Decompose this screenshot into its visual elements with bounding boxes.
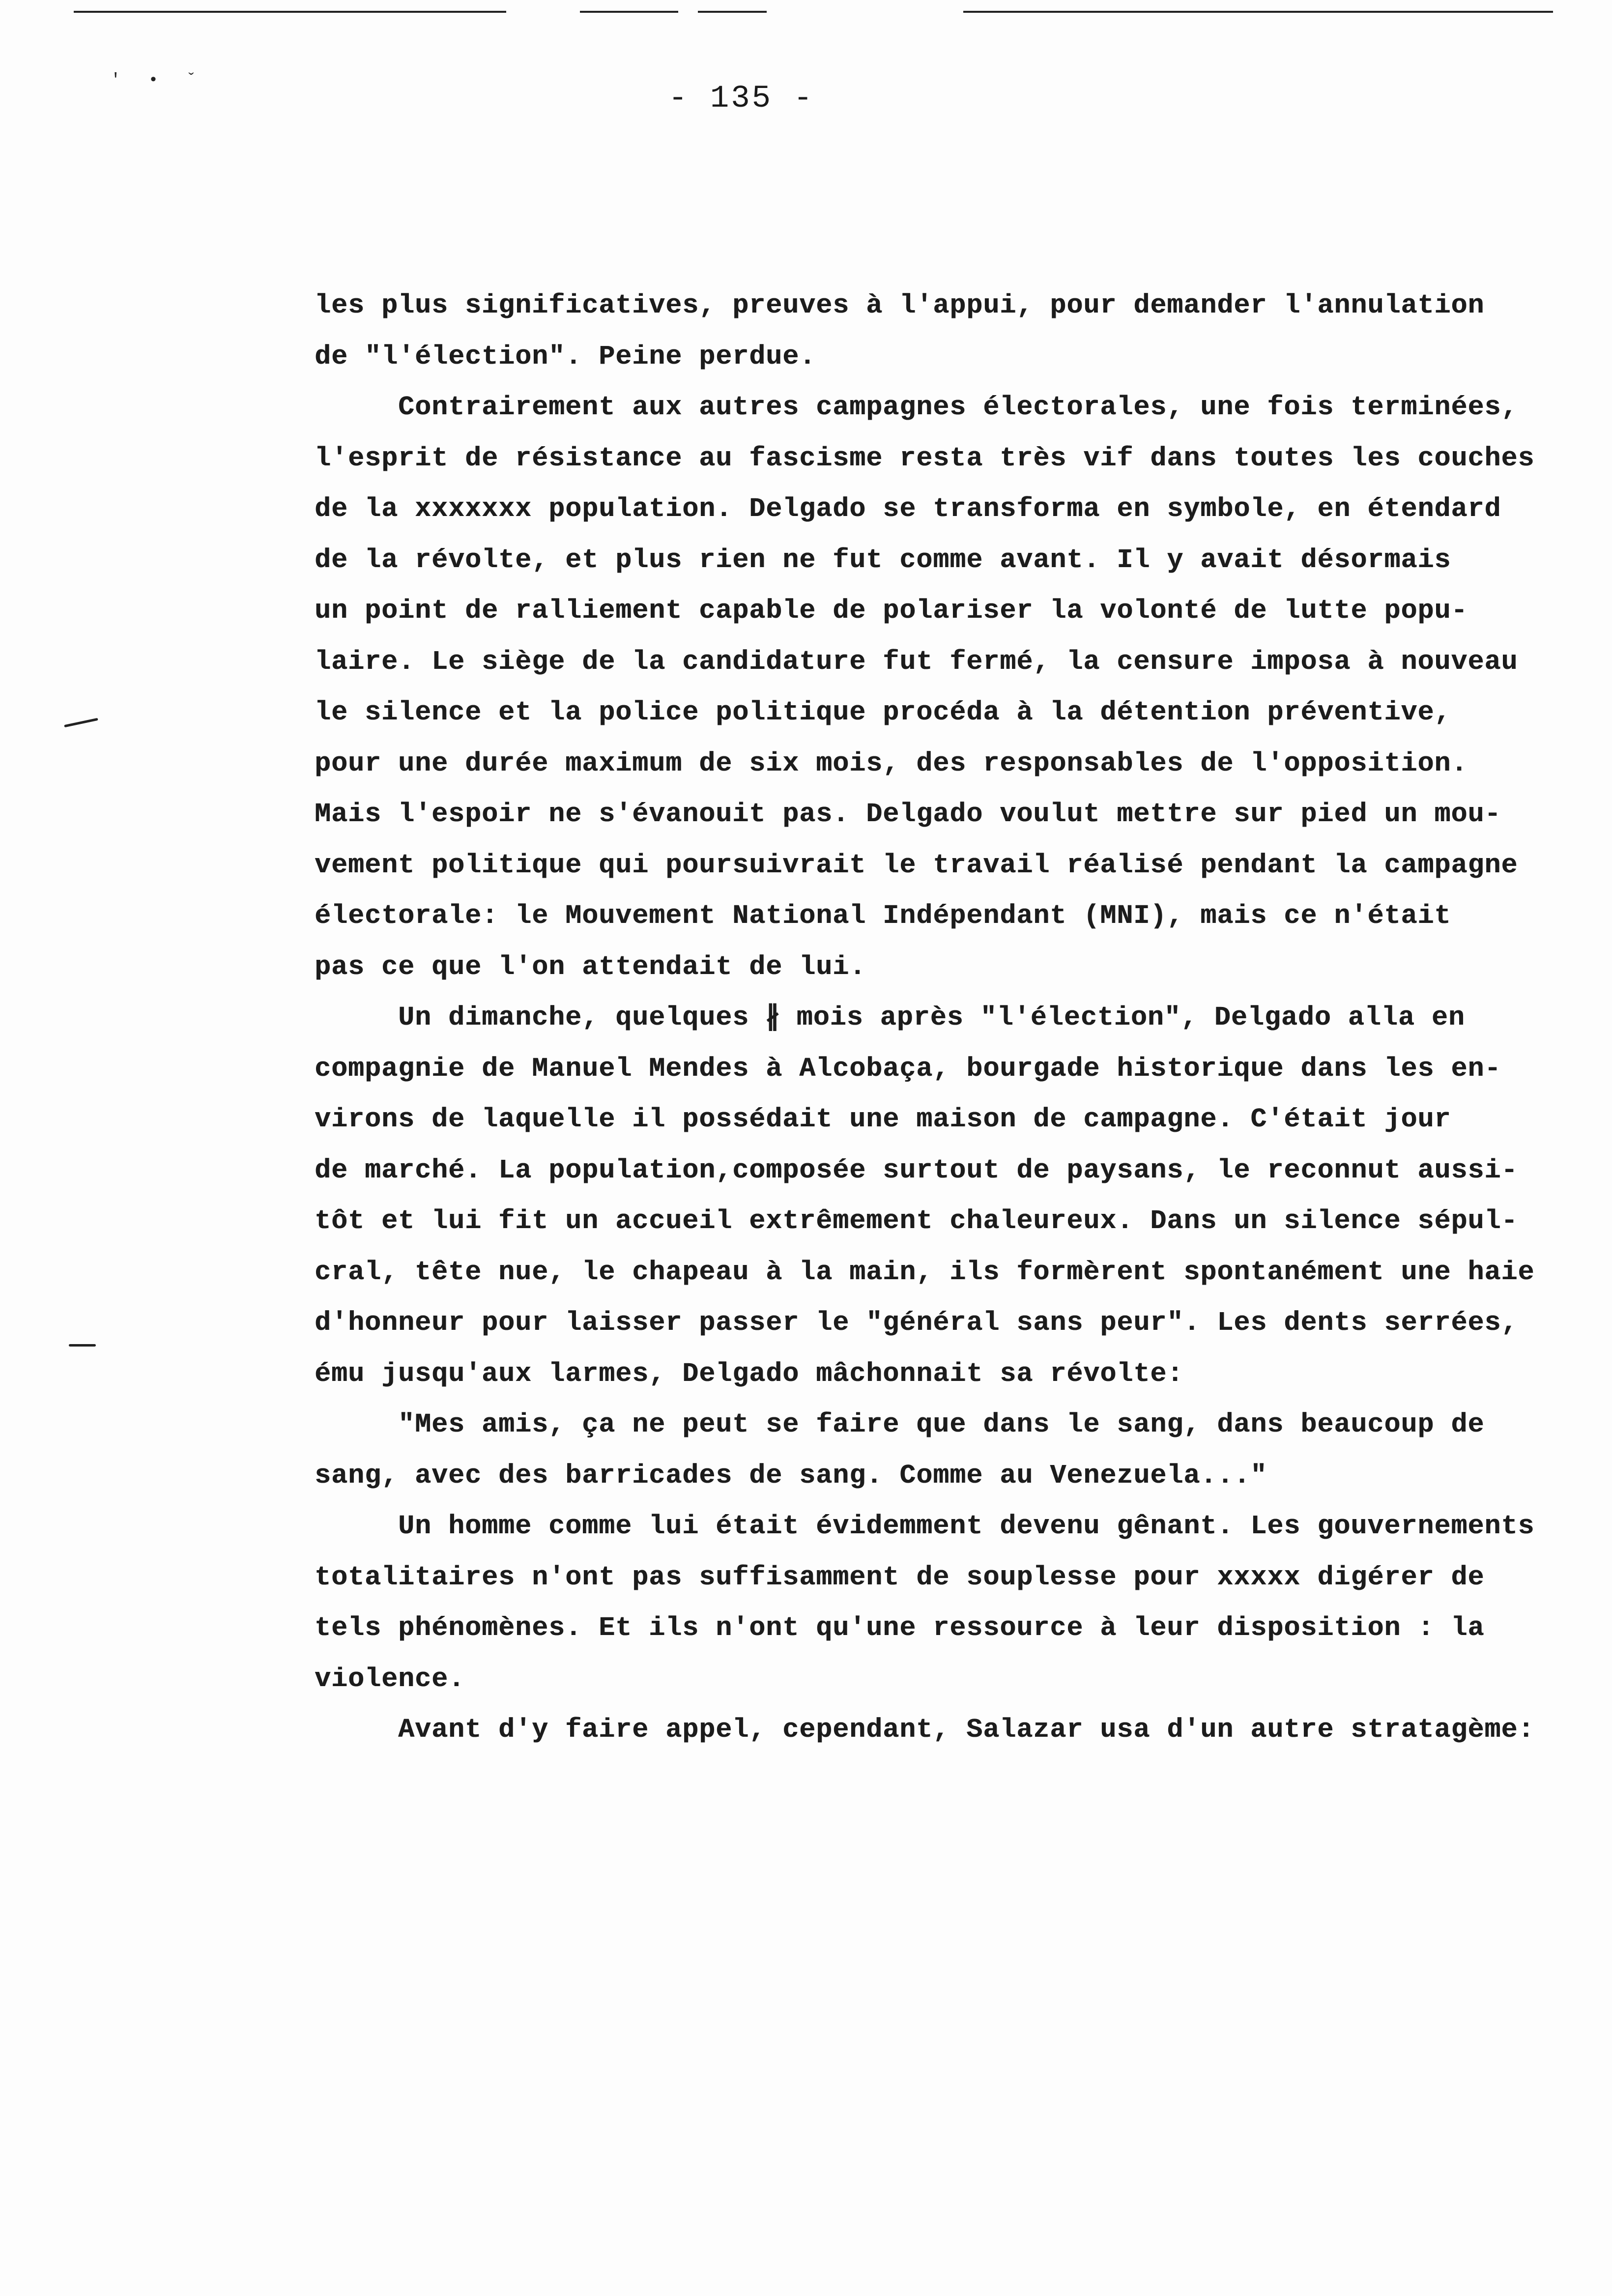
text-line: pour une durée maximum de six mois, des responsables de l'opposition. — [315, 747, 1468, 779]
text-line: de la xxxxxxx population. Delgado se transforma en symbole, en étendard — [315, 493, 1501, 524]
text-line: électorale: le Mouvement National Indépendant (MNI), mais ce n'était — [315, 900, 1451, 931]
margin-tick — [64, 718, 98, 727]
text-line: pas ce que l'on attendait de lui. — [315, 951, 866, 982]
text-line: un point de ralliement capable de polariser la volonté de lutte popu- — [315, 595, 1468, 626]
scan-edge-line — [74, 11, 506, 13]
text-line: Avant d'y faire appel, cependant, Salazar usa d'un autre stratagème: — [398, 1714, 1535, 1745]
scan-edge-line — [698, 11, 767, 13]
corner-marks: ' • ˇ — [111, 71, 205, 90]
text-line: de marché. La population,composée surtout de paysans, le reconnut aussi- — [315, 1154, 1518, 1186]
text-line: les plus significatives, preuves à l'appui, pour demander l'annulation — [315, 290, 1485, 321]
page-number: - 135 - — [668, 81, 814, 116]
margin-tick — [69, 1344, 96, 1347]
text-line: totalitaires n'ont pas suffisamment de souplesse pour xxxxx digérer de — [315, 1561, 1485, 1593]
scan-edge-line — [963, 11, 1553, 13]
text-line: vement politique qui poursuivrait le travail réalisé pendant la campagne — [315, 849, 1518, 881]
scan-edge-line — [580, 11, 678, 13]
text-line: virons de laquelle il possédait une maison de campagne. C'était jour — [315, 1104, 1451, 1135]
text-line: violence. — [315, 1663, 465, 1694]
text-line: sang, avec des barricades de sang. Comme au Venezuela..." — [315, 1460, 1267, 1491]
text-line: ému jusqu'aux larmes, Delgado mâchonnait sa révolte: — [315, 1358, 1184, 1389]
text-line: l'esprit de résistance au fascisme resta très vif dans toutes les couches — [315, 442, 1535, 474]
body-text — [315, 280, 1573, 1755]
text-line: de la révolte, et plus rien ne fut comme avant. Il y avait désormais — [315, 544, 1451, 575]
text-line: "Mes amis, ça ne peut se faire que dans le sang, dans beaucoup de — [398, 1409, 1485, 1440]
text-line: laire. Le siège de la candidature fut fermé, la censure imposa à nouveau — [315, 646, 1518, 677]
text-line: d'honneur pour laisser passer le "général sans peur". Les dents serrées, — [315, 1307, 1518, 1338]
text-line: Un homme comme lui était évidemment devenu gênant. Les gouvernements — [398, 1511, 1535, 1542]
text-line: cral, tête nue, le chapeau à la main, ils formèrent spontanément une haie — [315, 1256, 1535, 1288]
text-line: Mais l'espoir ne s'évanouit pas. Delgado voulut mettre sur pied un mou- — [315, 799, 1501, 830]
text-line: le silence et la police politique procéda à la détention préventive, — [315, 697, 1451, 728]
text-line: tôt et lui fit un accueil extrêmement chaleureux. Dans un silence sépul- — [315, 1205, 1518, 1236]
text-line: tels phénomènes. Et ils n'ont qu'une ressource à leur disposition : la — [315, 1612, 1485, 1643]
text-line: de "l'élection". Peine perdue. — [315, 341, 816, 372]
text-line: Contrairement aux autres campagnes électorales, une fois terminées, — [398, 392, 1518, 423]
text-line: Un dimanche, quelques ∦ mois après "l'élection", Delgado alla en — [398, 1002, 1465, 1033]
text-line: compagnie de Manuel Mendes à Alcobaça, bourgade historique dans les en- — [315, 1053, 1501, 1084]
